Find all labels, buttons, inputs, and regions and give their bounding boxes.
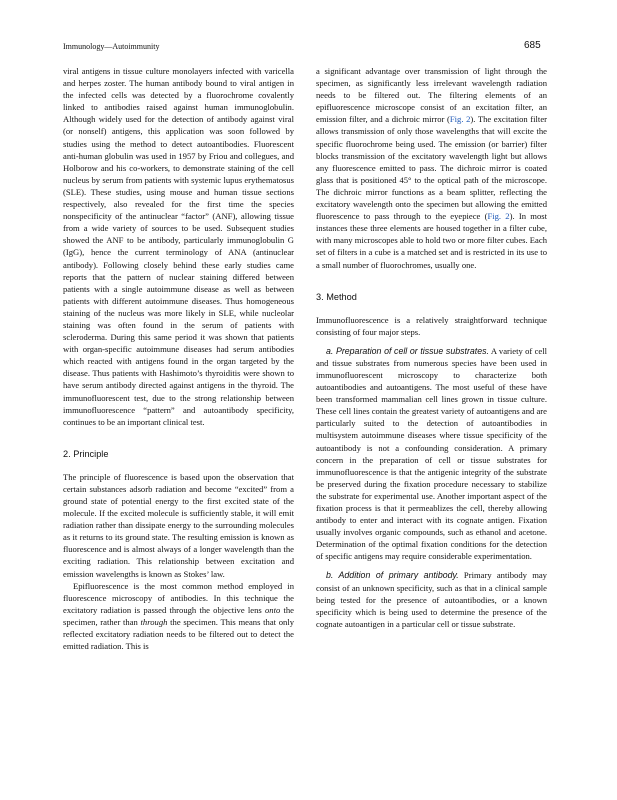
emphasis-through: through: [140, 616, 168, 627]
emphasis-onto: onto: [264, 604, 281, 615]
subheading-substrates: a. Preparation of cell or tissue substrates.: [326, 345, 489, 356]
spacer: [316, 338, 547, 345]
section-heading-principle: 2. Principle: [63, 448, 109, 459]
spacer: [316, 562, 547, 569]
text-run: the specimen. This means that only reflected excitatory radiation needs to be filtered out to detect the emitted radiation. This is: [63, 616, 294, 652]
paragraph-filters: [316, 65, 547, 271]
figure-link[interactable]: Fig. 2: [449, 114, 471, 125]
paragraph-substrates: [316, 345, 547, 563]
paragraph-history: viral antigens in tissue culture monolayers infected with varicella and herpes zoster. The human antibody bound to viral antigen in the infected cells was detected by a fluorochrome covalently linked to antibodies raised against human immunoglobulin. Although widely used for the detection of antibody against viral (or nonself) antigens, this application was soon followed by studies using the method to detect autoantibodies. Fluorescent anti-human globulin was used in 1957 by Friou and collegues, and Holborow and his co-workers, to demonstrate staining of the cell nucleus by serum from patients with systemic lupus erythematosus (SLE). These studies, using mouse and human tissue sections respectively, also revealed for the first time the species nonspecificity of the antinuclear “factor” (ANF), allowing tissue from a wide variety of sources to be used. Subsequent studies showed the ANF to be antibody, particularly immunoglobulin G (IgG), hence the current terminology of ANA (antinuclear antibody). Following closely behind these early studies came reports that the pattern of nuclear staining differed between patients with a single autoimmune disease as well as between patients with different autoimmune diseases. Thus homogeneous staining of the nucleus was more likely in SLE, while nucleolar staining was often found in the serum of patients with scleroderma. During this same period it was shown that patients with organ-specific autoimmune diseases had serum antibodies which reacted with antigens found in the organ targeted by the disease. Thus patients with Hashimoto’s thyroiditis were shown to have serum antibody directed against antigens in the thyroid. The immunofluorescent test, due to the strong relationship between immunofluorescence “pattern” and autoantibody specificity, continues to be an important clinical test.: [63, 66, 294, 427]
subheading-primary-antibody: b. Addition of primary antibody.: [326, 570, 459, 581]
right-column: [316, 65, 547, 630]
paragraph-primary-antibody: [316, 569, 547, 629]
text-run: a significant advantage over transmission of light through the specimen, as significantly less irrelevant wavelength radiation needs to be filtered out. The filtering elements of an epifluorescence microscope consist of an excitation filter, an emission filter, and a dichroic mirror (: [316, 66, 547, 125]
section-heading-method: 3. Method: [316, 291, 357, 302]
text-run: Primary antibody may consist of an unknown specificity, such as that in a clinical sample being tested for the presence of autoantibodies, or a known specificity which is being used to determine the presence of the cognate autoantigen in a particular cell or tissue substrate.: [316, 570, 547, 629]
paragraph-method-intro: Immunofluorescence is a relatively straightforward technique consisting of four major steps.: [316, 314, 547, 337]
figure-link[interactable]: Fig. 2: [487, 211, 510, 222]
left-column: [63, 65, 294, 652]
text-run: ). In most instances these three elements are housed together in a filter cube, with many microscopes able to hold two or more filter cubes. Each set of filters in a cube is a matched set and is restricted in its use to a small number of fluorochromes, usually one.: [316, 211, 547, 270]
text-run: Epifluorescence is the most common method employed in fluorescence microscopy of antibodies. In this technique the excitatory radiation is passed through the objective lens: [63, 580, 294, 615]
paragraph-principle: The principle of fluorescence is based upon the observation that certain substances adsorb radiation and become “excited” from a ground state of potential energy to the first excited state of the molecule. If the excited molecule is sufficiently stable, it will emit radiation rather than dissipate energy to the surrounding molecules as it returns to its ground state. The resulting emission is known as fluorescence and is almost always of a longer wavelength than the exciting radiation. This relationship between excitation and emission wavelengths is known as Stokes’ law.: [63, 471, 294, 579]
paragraph-epifluorescence: [63, 580, 294, 653]
page-number: 685: [524, 40, 541, 51]
text-run: ). The excitation filter allows transmission of only those wavelengths that will excite the specific fluorochrome being used. The emission (or barrier) filter blocks transmission of the excitatory wavelength light but allows any fluorescence emitted to pass. The dichroic mirror is coated glass that is positioned 45° to the optical path of the microscope. The dichroic mirror functions as a beam splitter, reflecting the excitatory wavelength onto the specimen but allowing the emitted fluorescence to pass through to the eyepiece (: [316, 114, 547, 222]
text-run: A variety of cell and tissue substrates from numerous species have been used in immunofluorescent microscopy to characterize both autoantibodies and autoantigens. The most useful of these have been transformed mammalian cell lines grown in tissue culture. These cell lines contain the greatest variety of autoantigens and are particularly suited to the detection of autoantibodies in multisystem autoimmune diseases where tissue specificity of the autoantibody is not a confounding consideration. A primary concern in the preparation of cell or tissue substrates for immunofluorescence is that the antigenic integrity of the substrate be preserved during the fixation procedure necessary to stabilize the substrate for experimental use. Another important aspect of the fixation process is that it permeablizes the cell, thereby allowing antibody to enter and interact with its cognate antigen. Fixation usually involves organic compounds, such as ethanol and acetone. Determination of the optimal fixation conditions for the detection of specific antigens may require considerable experimentation.: [316, 345, 547, 562]
running-head: Immunology—Autoimmunity: [63, 42, 160, 51]
text-run: the specimen, rather than: [63, 604, 294, 627]
